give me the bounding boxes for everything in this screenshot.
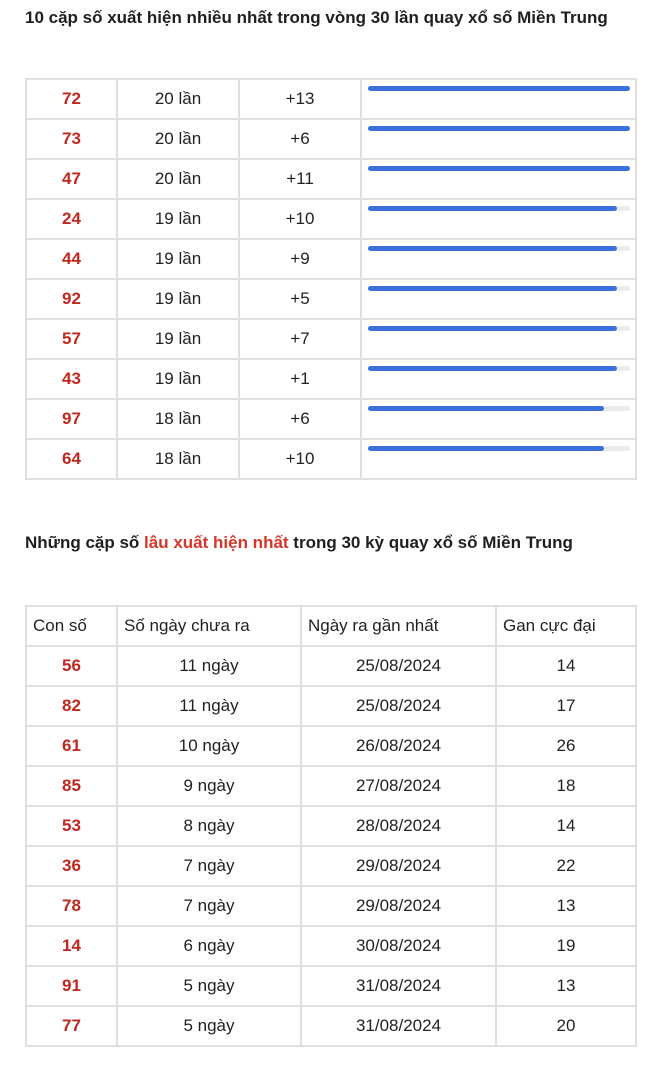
frequency-bar-cell [361,319,636,359]
pair-number: 14 [26,926,117,966]
occurrence-count: 19 lần [117,199,239,239]
occurrence-count: 19 lần [117,359,239,399]
last-appearance-date: 25/08/2024 [301,686,496,726]
table-row [26,319,636,359]
table-row [26,806,636,846]
days-absent: 11 ngày [117,646,301,686]
header-last-date: Ngày ra gần nhất [301,606,496,646]
table-row [26,686,636,726]
frequency-bar-cell [361,199,636,239]
days-absent: 11 ngày [117,686,301,726]
pair-number: 56 [26,646,117,686]
frequency-bar-track [368,446,630,451]
table-row [26,359,636,399]
pair-number: 85 [26,766,117,806]
section-2-title-highlight: lâu xuất hiện nhất [144,533,289,552]
pair-number: 73 [26,119,117,159]
last-appearance-date: 29/08/2024 [301,886,496,926]
change-value: +6 [239,399,361,439]
pair-number: 82 [26,686,117,726]
max-gap: 26 [496,726,636,766]
frequency-bar-track [368,286,630,291]
max-gap: 18 [496,766,636,806]
frequency-bar-fill [368,326,617,331]
pair-number: 61 [26,726,117,766]
occurrence-count: 18 lần [117,399,239,439]
change-value: +9 [239,239,361,279]
frequency-bar-fill [368,126,630,131]
table-row [26,726,636,766]
days-absent: 7 ngày [117,846,301,886]
pair-number: 57 [26,319,117,359]
occurrence-count: 20 lần [117,159,239,199]
days-absent: 6 ngày [117,926,301,966]
table-row [26,119,636,159]
change-value: +13 [239,79,361,119]
frequency-bar-fill [368,206,617,211]
pair-number: 53 [26,806,117,846]
days-absent: 5 ngày [117,966,301,1006]
frequency-bar-track [368,366,630,371]
frequency-bar-cell [361,399,636,439]
frequency-bar-fill [368,366,617,371]
table-row [26,926,636,966]
pair-number: 64 [26,439,117,479]
last-appearance-date: 31/08/2024 [301,966,496,1006]
table-row [26,886,636,926]
pair-number: 78 [26,886,117,926]
table-row [26,279,636,319]
frequency-bar-cell [361,119,636,159]
change-value: +10 [239,439,361,479]
last-appearance-date: 30/08/2024 [301,926,496,966]
frequency-bar-track [368,326,630,331]
pair-number: 44 [26,239,117,279]
days-absent: 10 ngày [117,726,301,766]
table-row [26,399,636,439]
longest-absent-table [25,605,637,1047]
change-value: +1 [239,359,361,399]
last-appearance-date: 26/08/2024 [301,726,496,766]
frequency-bar-track [368,246,630,251]
table-row [26,159,636,199]
last-appearance-date: 27/08/2024 [301,766,496,806]
table-row [26,239,636,279]
pair-number: 43 [26,359,117,399]
pair-number: 91 [26,966,117,1006]
section-1-title: 10 cặp số xuất hiện nhiều nhất trong vòng 30 lần quay xổ số Miền Trung [25,8,608,27]
max-gap: 13 [496,886,636,926]
frequency-bar-fill [368,86,630,91]
frequency-bar-fill [368,406,604,411]
table-row [26,846,636,886]
section-2-title-pre: Những cặp số [25,533,145,552]
last-appearance-date: 25/08/2024 [301,646,496,686]
table-row [26,646,636,686]
max-gap: 20 [496,1006,636,1046]
table-header-row [26,606,636,646]
days-absent: 7 ngày [117,886,301,926]
frequency-bar-cell [361,239,636,279]
frequency-bar-fill [368,166,630,171]
last-appearance-date: 29/08/2024 [301,846,496,886]
days-absent: 9 ngày [117,766,301,806]
header-number: Con số [26,606,117,646]
frequency-bar-track [368,126,630,131]
table-row [26,199,636,239]
frequency-bar-fill [368,286,617,291]
days-absent: 8 ngày [117,806,301,846]
header-max-gap: Gan cực đại [496,606,636,646]
max-gap: 14 [496,646,636,686]
pair-number: 97 [26,399,117,439]
change-value: +7 [239,319,361,359]
pair-number: 47 [26,159,117,199]
pair-number: 92 [26,279,117,319]
pair-number: 24 [26,199,117,239]
change-value: +11 [239,159,361,199]
max-gap: 19 [496,926,636,966]
section-2-title-post: trong 30 kỳ quay xổ số Miền Trung [288,533,573,552]
frequency-bar-cell [361,279,636,319]
pair-number: 77 [26,1006,117,1046]
pair-number: 72 [26,79,117,119]
occurrence-count: 20 lần [117,79,239,119]
frequency-bar-fill [368,446,604,451]
section-2-title [25,528,640,558]
frequency-bar-cell [361,79,636,119]
last-appearance-date: 28/08/2024 [301,806,496,846]
frequency-bar-cell [361,359,636,399]
frequency-bar-track [368,206,630,211]
frequency-bar-fill [368,246,617,251]
max-gap: 17 [496,686,636,726]
frequency-bar-cell [361,439,636,479]
frequent-pairs-table [25,78,637,480]
table-row [26,966,636,1006]
occurrence-count: 19 lần [117,279,239,319]
max-gap: 13 [496,966,636,1006]
last-appearance-date: 31/08/2024 [301,1006,496,1046]
frequency-bar-track [368,86,630,91]
header-days-absent: Số ngày chưa ra [117,606,301,646]
occurrence-count: 19 lần [117,319,239,359]
max-gap: 22 [496,846,636,886]
table-row [26,439,636,479]
occurrence-count: 19 lần [117,239,239,279]
change-value: +6 [239,119,361,159]
pair-number: 36 [26,846,117,886]
frequency-bar-cell [361,159,636,199]
max-gap: 14 [496,806,636,846]
frequency-bar-track [368,406,630,411]
days-absent: 5 ngày [117,1006,301,1046]
occurrence-count: 20 lần [117,119,239,159]
frequency-bar-track [368,166,630,171]
table-row [26,766,636,806]
change-value: +5 [239,279,361,319]
table-row [26,79,636,119]
occurrence-count: 18 lần [117,439,239,479]
change-value: +10 [239,199,361,239]
table-row [26,1006,636,1046]
